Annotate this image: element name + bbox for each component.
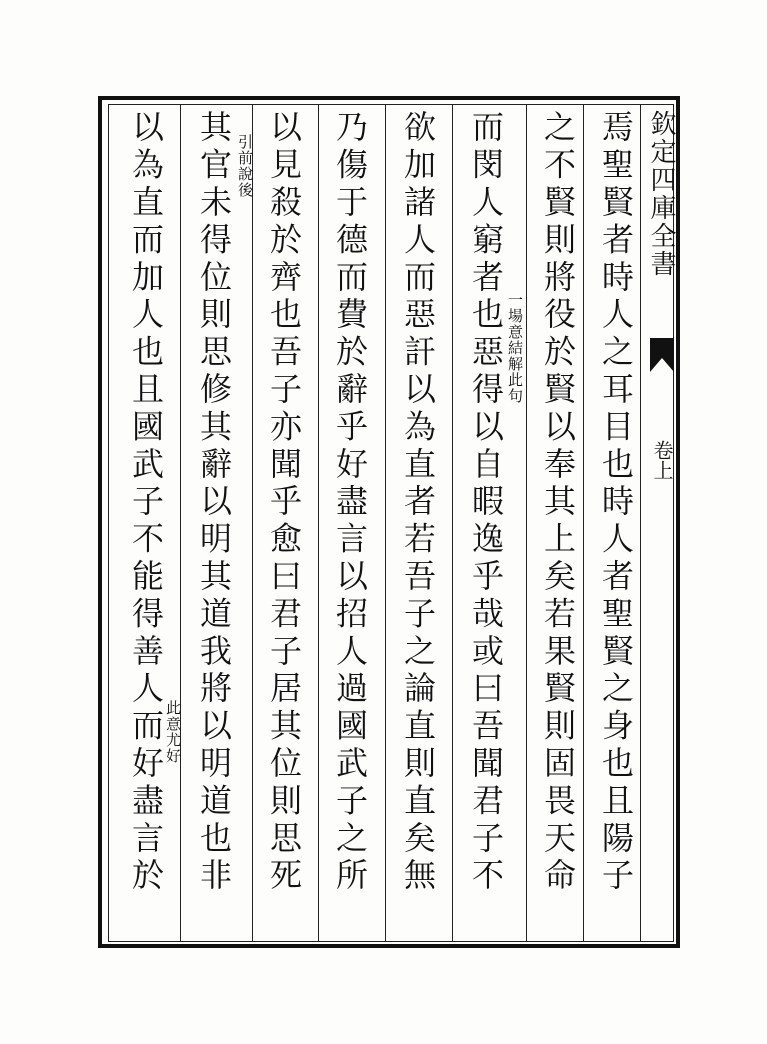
- fishtail-mark-icon: [650, 338, 674, 372]
- inner-border: [108, 104, 674, 942]
- text-column-5: 乃傷于德而費於辭乎好盡言以招人過國武子之所: [331, 110, 369, 896]
- text-column-7: 其官未得位則思修其辭以明其道我將以明道也非: [195, 110, 233, 896]
- annotation-note: 一場意結解此句: [506, 292, 524, 404]
- column-rule: [252, 104, 253, 942]
- margin-juan: 卷上: [650, 440, 674, 480]
- text-column-3: 而閔人窮者也惡得以自暇逸乎哉或曰吾聞君子不: [467, 110, 505, 896]
- column-rule: [526, 104, 527, 942]
- column-rule: [583, 104, 584, 942]
- text-column-2: 之不賢則將役於賢以奉其上矣若果賢則固畏天命: [539, 110, 577, 896]
- margin-title: 欽定四庫全書: [646, 110, 676, 278]
- text-column-1: 焉聖賢者時人之耳目也時人者聖賢之身也且陽子: [597, 110, 635, 896]
- column-rule: [180, 104, 181, 942]
- column-rule: [452, 104, 453, 942]
- annotation-note: 此意尤好: [164, 700, 182, 764]
- annotation-note: 引前說後: [236, 134, 254, 198]
- column-rule: [318, 104, 319, 942]
- text-column-6: 以見殺於齊也吾子亦聞乎愈曰君子居其位則思死: [265, 110, 303, 896]
- text-column-8: 以為直而加人也且國武子不能得善人而好盡言於: [127, 110, 165, 896]
- text-column-4: 欲加諸人而惡訐以為直者若吾子之論直則直矣無: [399, 110, 437, 896]
- column-rule: [385, 104, 386, 942]
